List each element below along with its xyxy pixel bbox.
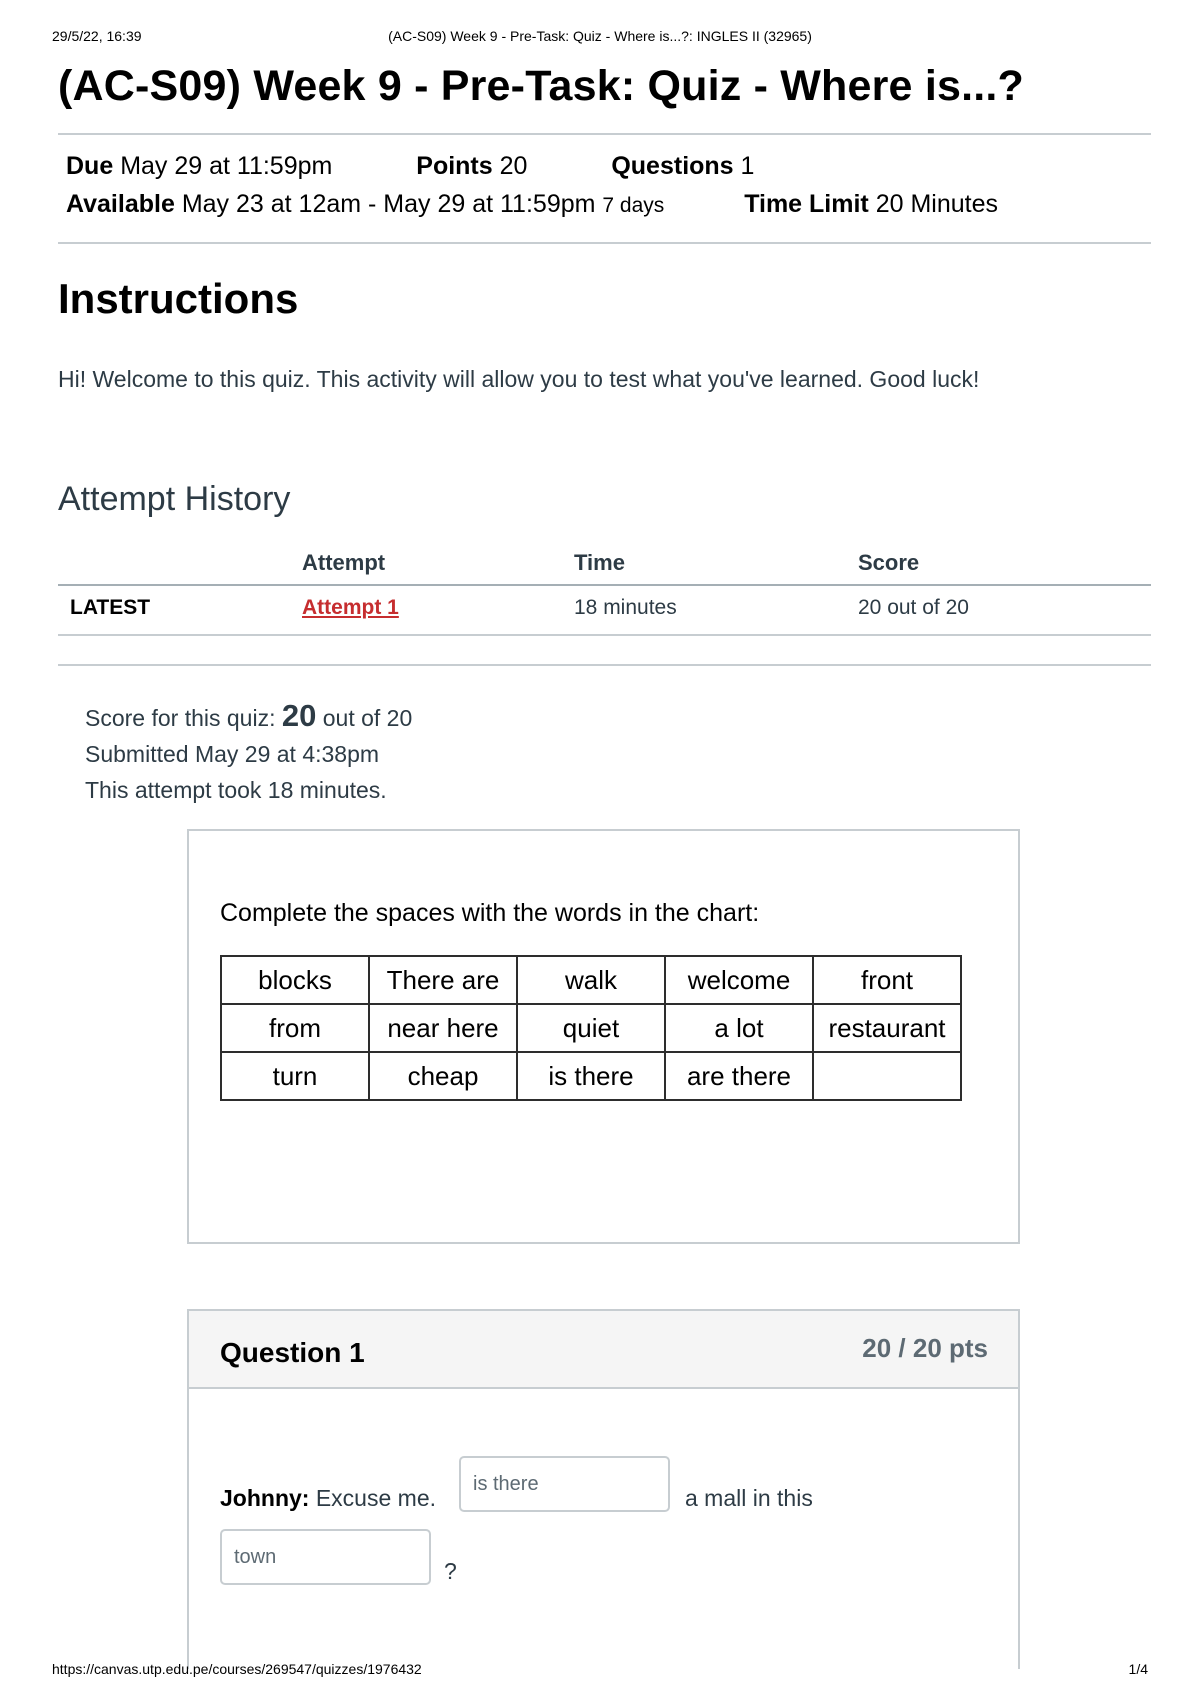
word-chart-box: [187, 829, 1020, 1244]
score-suffix: out of 20: [322, 705, 413, 731]
time-limit-value: 20 Minutes: [875, 190, 998, 218]
word-cell: There are: [369, 956, 517, 1004]
question-title: Question 1: [220, 1337, 365, 1368]
word-cell: near here: [369, 1004, 517, 1052]
word-cell: are there: [665, 1052, 813, 1100]
column-header-time: Time: [574, 550, 625, 575]
question-text-before: Excuse me.: [315, 1485, 436, 1511]
word-cell: front: [813, 956, 961, 1004]
submitted-time: Submitted May 29 at 4:38pm: [85, 741, 380, 767]
word-chart-table: [220, 955, 962, 1101]
score-value: 20: [281, 698, 317, 733]
title-divider: [58, 133, 1151, 135]
word-cell: turn: [221, 1052, 369, 1100]
page-title: (AC-S09) Week 9 - Pre-Task: Quiz - Where is...?: [58, 62, 1024, 110]
quiz-score: [85, 698, 412, 734]
speaker-name: Johnny:: [220, 1485, 310, 1511]
word-cell: a lot: [665, 1004, 813, 1052]
print-url: https://canvas.utp.edu.pe/courses/269547/quizzes/1976432: [52, 1661, 422, 1677]
word-cell: is there: [517, 1052, 665, 1100]
print-date: 29/5/22, 16:39: [52, 28, 142, 44]
score-prefix: Score for this quiz:: [85, 705, 276, 731]
word-cell: blocks: [221, 956, 369, 1004]
print-footer: [52, 1661, 1148, 1681]
word-chart-row: [221, 956, 961, 1004]
points-label: Points: [416, 152, 493, 180]
attempt-1-link[interactable]: Attempt 1: [302, 596, 399, 619]
word-cell: from: [221, 1004, 369, 1052]
word-cell: walk: [517, 956, 665, 1004]
instructions-heading: Instructions: [58, 275, 299, 322]
attempt-time: 18 minutes: [574, 596, 677, 619]
questions-value: 1: [740, 152, 755, 180]
instructions-text: Hi! Welcome to this quiz. This activity will allow you to test what you've learned. Good luck!: [58, 366, 980, 392]
page-number: 1/4: [1128, 1661, 1148, 1677]
latest-badge: LATEST: [70, 596, 151, 619]
print-header: [52, 28, 1148, 48]
question-text-middle: a mall in this: [685, 1485, 813, 1511]
question-points: 20 / 20 pts: [862, 1333, 988, 1363]
word-cell: restaurant: [813, 1004, 961, 1052]
answer-input-2[interactable]: [220, 1529, 431, 1585]
quiz-meta-row-1: [66, 152, 754, 181]
meta-divider: [58, 242, 1151, 244]
points-value: 20: [499, 152, 528, 180]
word-cell-empty: [813, 1052, 961, 1100]
quiz-meta-row-2: [66, 190, 998, 219]
available-days: 7 days: [602, 194, 665, 217]
attempt-history-heading: Attempt History: [58, 480, 291, 518]
question-text-after: ?: [444, 1558, 457, 1584]
available-label: Available: [66, 190, 175, 218]
time-limit-label: Time Limit: [744, 190, 869, 218]
questions-label: Questions: [611, 152, 734, 180]
available-value: May 23 at 12am - May 29 at 11:59pm: [181, 190, 596, 218]
attempt-history-header: [58, 540, 1151, 586]
word-chart-row: [221, 1004, 961, 1052]
due-value: May 29 at 11:59pm: [120, 152, 333, 180]
print-document-title: (AC-S09) Week 9 - Pre-Task: Quiz - Where is...?: INGLES II (32965): [388, 28, 812, 44]
attempt-duration: This attempt took 18 minutes.: [85, 777, 387, 803]
question-text-start: [220, 1485, 436, 1512]
answer-input-1[interactable]: [459, 1456, 670, 1512]
question-1-box: [187, 1309, 1020, 1669]
column-header-score: Score: [858, 550, 920, 575]
word-chart-prompt: Complete the spaces with the words in the chart:: [220, 899, 760, 927]
table-row: [58, 586, 1151, 636]
column-header-attempt: Attempt: [302, 550, 386, 575]
due-label: Due: [66, 152, 114, 180]
word-cell: cheap: [369, 1052, 517, 1100]
attempt-score: 20 out of 20: [858, 596, 969, 619]
history-divider: [58, 664, 1151, 666]
question-header: [189, 1311, 1018, 1389]
word-cell: welcome: [665, 956, 813, 1004]
word-chart-row: [221, 1052, 961, 1100]
word-cell: quiet: [517, 1004, 665, 1052]
